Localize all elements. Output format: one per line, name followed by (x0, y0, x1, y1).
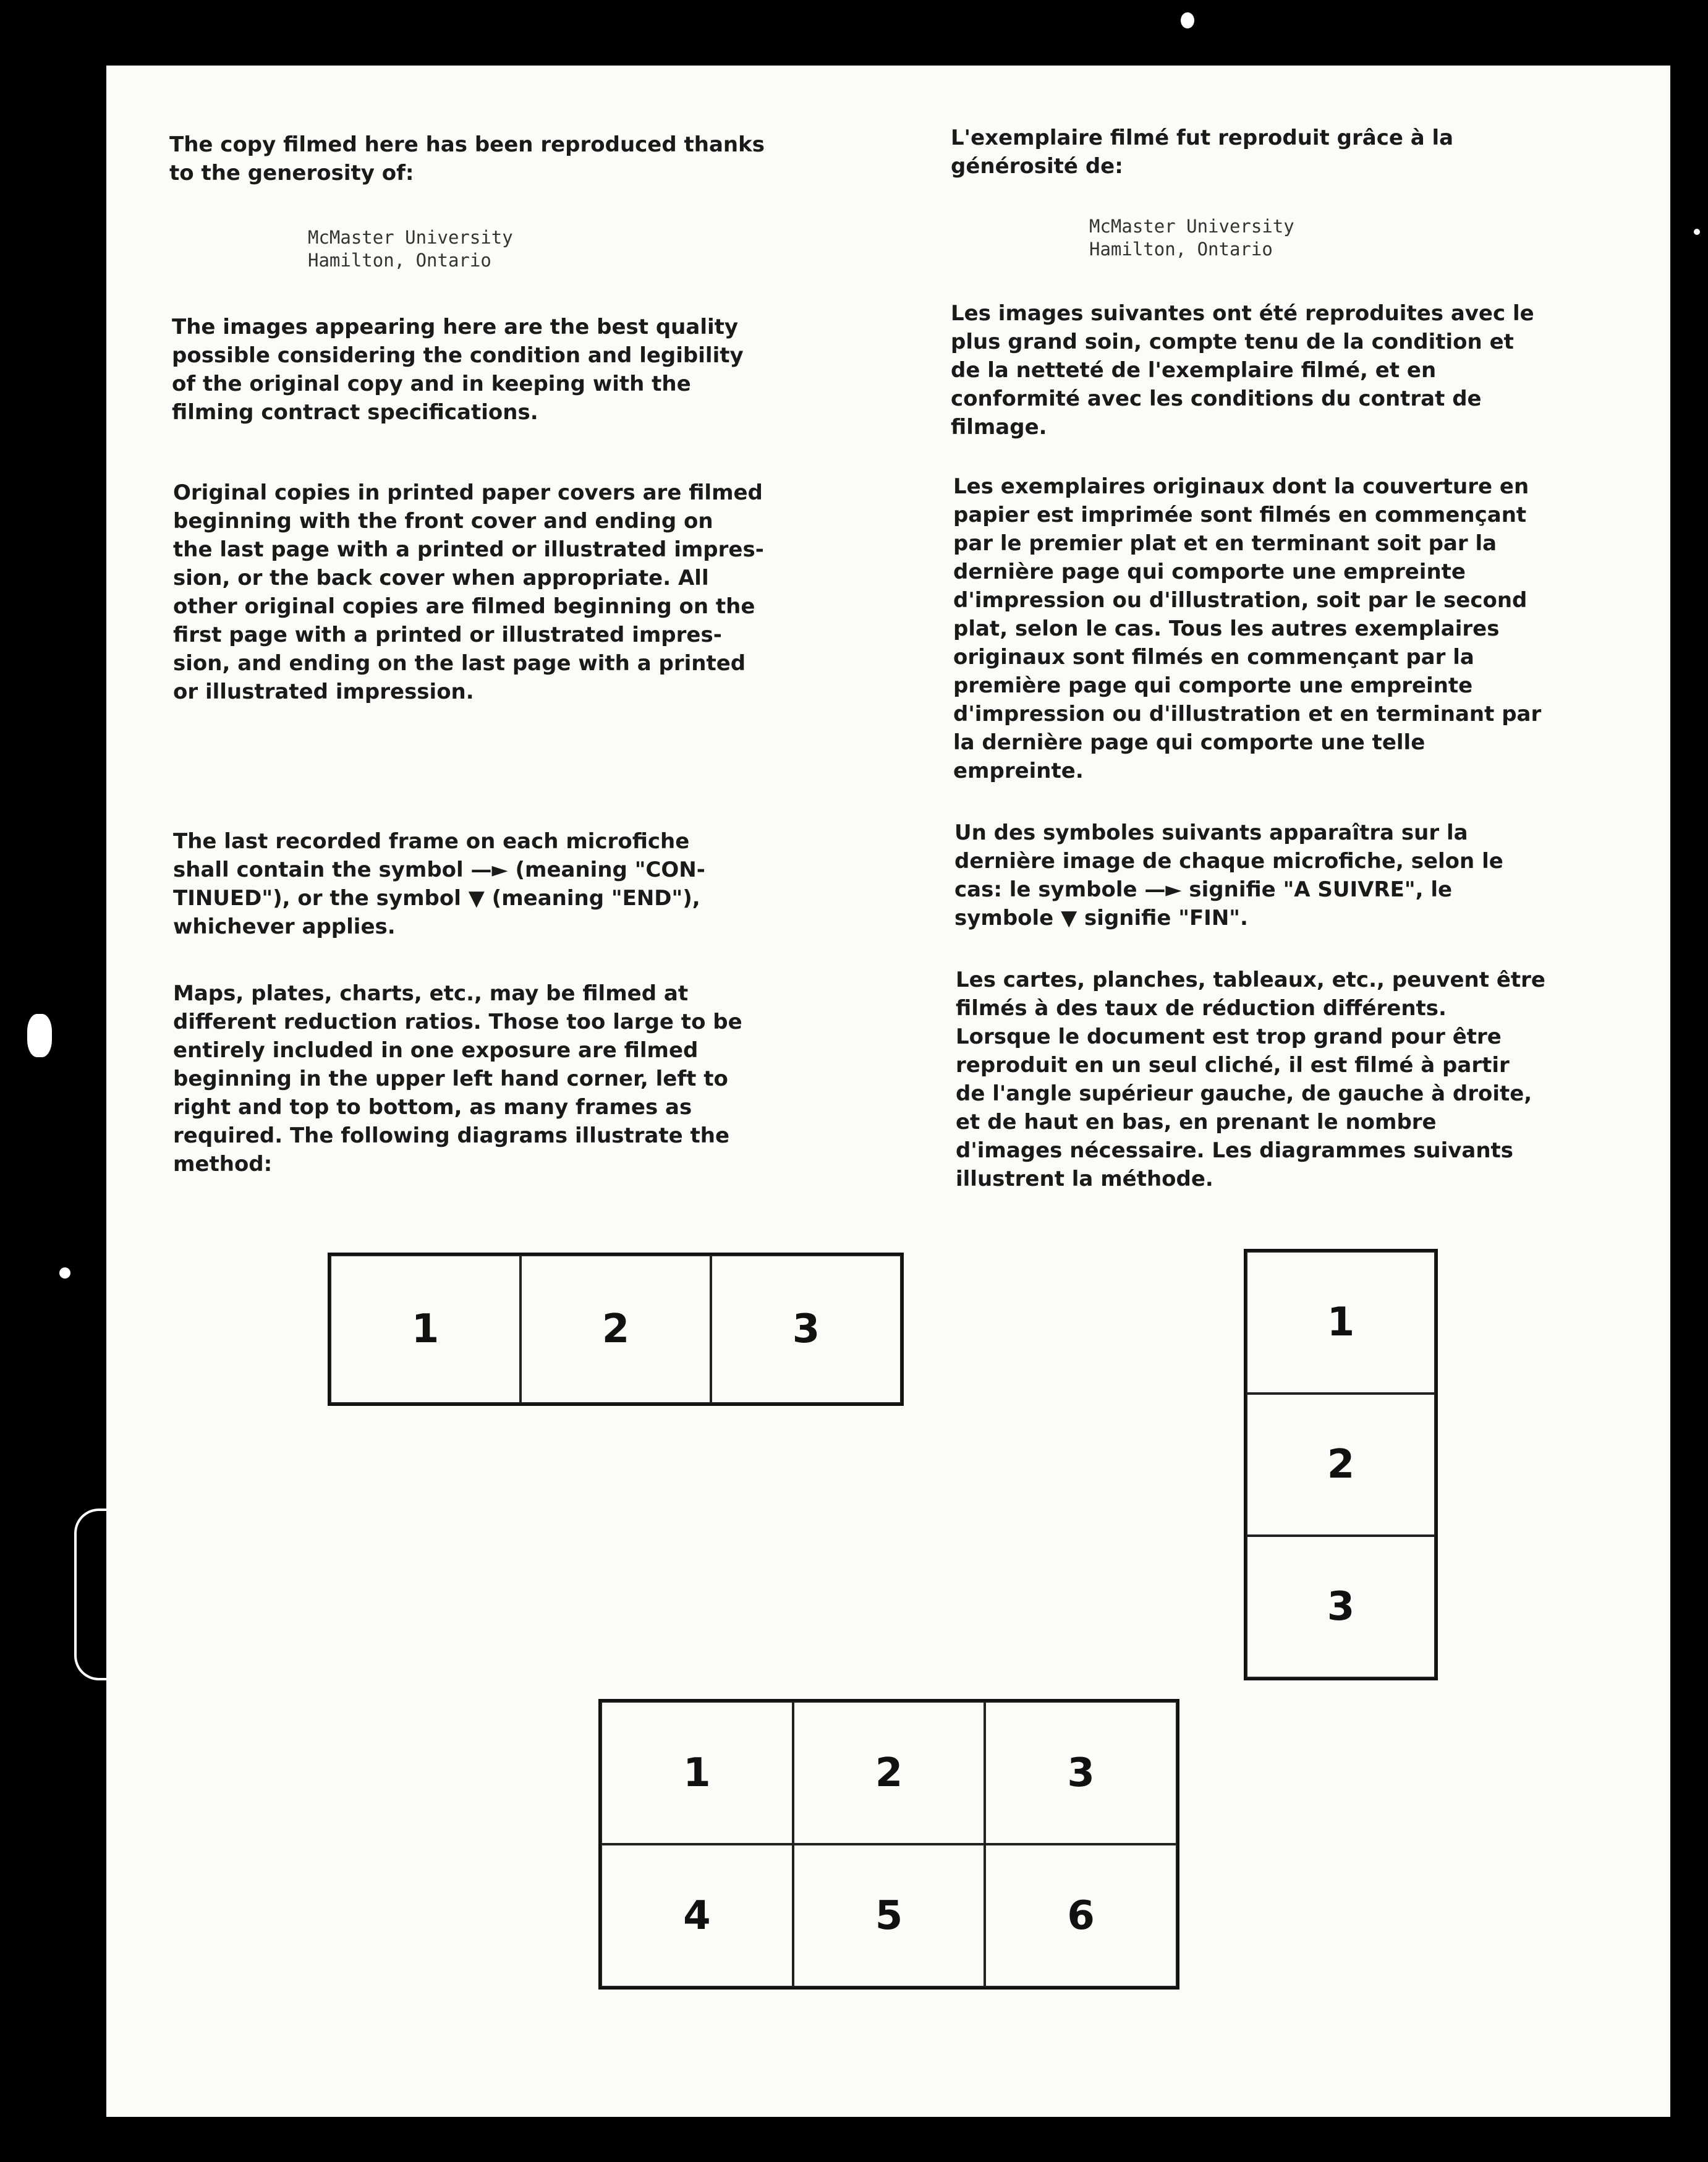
frame-cell: 1 (330, 1255, 520, 1403)
right-maps: Les cartes, planches, tableaux, etc., peuvent être filmés à des taux de réduction différents. Lorsque le document est trop grand pour être reproduit en un seul cliché, il est filmé à partir de l'angle supérieur gauche, de gauche à droite, et de haut en bas, en prenant le nombre d'images nécessaire. Les diagrammes suivants illustrent la méthode. (956, 968, 1545, 1191)
film-speck (27, 1014, 52, 1057)
film-speck (1694, 229, 1700, 235)
frame-cell: 6 (985, 1844, 1177, 1987)
right-symbols: Un des symboles suivants apparaîtra sur la dernière image de chaque microfiche, selon le cas: le symbole —► signifie "A SUIVRE", le symbole ▼ signifie "FIN". (954, 820, 1503, 930)
right-institution: McMaster University Hamilton, Ontario (1089, 216, 1294, 260)
film-scratch (74, 1509, 108, 1680)
diagram-vertical (1244, 1249, 1438, 1680)
left-originals: Original copies in printed paper covers are filmed beginning with the front cover and ending on the last page with a printed or illustrated impres- sion, or the back cover when appropriate. All other original copies are filmed beginning on the first page with a printed or illustrated impres- sion, and ending on the last page with a printed or illustrated impression. (173, 480, 764, 704)
left-maps: Maps, plates, charts, etc., may be filmed at different reduction ratios. Those too large to be entirely included in one exposure are filmed beginning in the upper left hand corner, left to right and top to bottom, as many frames as required. The following diagrams illustrate the method: (173, 981, 742, 1177)
frame-cell: 1 (601, 1701, 793, 1844)
left-quality: The images appearing here are the best quality possible considering the condition and legibility of the original copy and in keeping with the filming contract specifications. (172, 315, 744, 425)
frame-cell: 2 (520, 1255, 711, 1403)
right-quality: Les images suivantes ont été reproduites avec le plus grand soin, compte tenu de la condition et de la netteté de l'exemplaire filmé, et en conformité avec les conditions du contrat de filmage. (951, 301, 1534, 440)
right-originals: Les exemplaires originaux dont la couverture en papier est imprimée sont filmés en commençant par le premier plat et en terminant soit par la dernière page qui comporte une empreinte d'impression ou d'illustration, soit par le second plat, selon le cas. Tous les autres exemplaires originaux sont filmés en commençant par la première page qui comporte une empreinte d'impression ou d'illustration et en terminant par la dernière page qui comporte une telle empreinte. (953, 474, 1542, 783)
frame-cell: 5 (793, 1844, 985, 1987)
filmed-page (106, 66, 1670, 2117)
frame-cell: 4 (601, 1844, 793, 1987)
frame-cell: 3 (1246, 1536, 1435, 1678)
frame-cell: 1 (1246, 1251, 1435, 1394)
frame-cell: 3 (711, 1255, 901, 1403)
film-speck (59, 1267, 70, 1279)
frame-cell: 3 (985, 1701, 1177, 1844)
right-thanks: L'exemplaire filmé fut reproduit grâce à la générosité de: (951, 126, 1454, 179)
left-thanks: The copy filmed here has been reproduced thanks to the generosity of: (169, 132, 765, 185)
diagram-grid (598, 1699, 1179, 1990)
frame-cell: 2 (1246, 1394, 1435, 1536)
frame-cell: 2 (793, 1701, 985, 1844)
left-institution: McMaster University Hamilton, Ontario (308, 227, 513, 271)
film-speck (1181, 12, 1194, 28)
left-symbols: The last recorded frame on each microfiche shall contain the symbol —► (meaning "CON- TINUED"), or the symbol ▼ (meaning "END"), whichever applies. (173, 829, 705, 939)
diagram-horizontal (328, 1253, 904, 1406)
